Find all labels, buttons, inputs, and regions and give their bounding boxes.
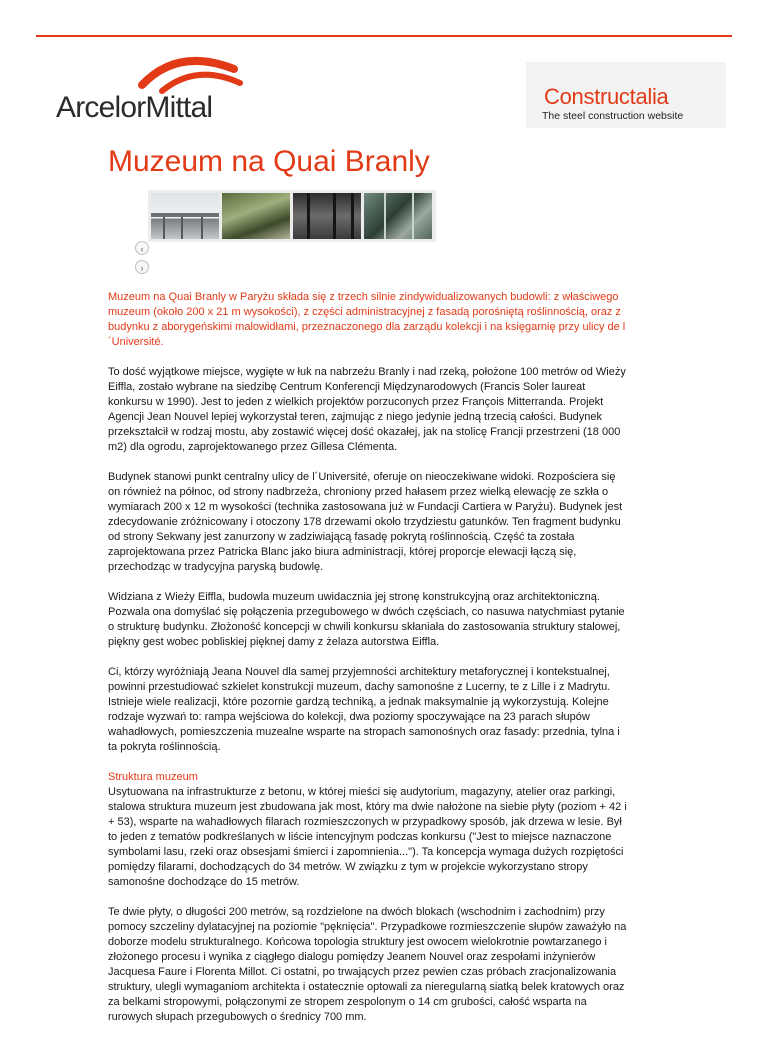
- body-paragraph: To dość wyjątkowe miejsce, wygięte w łuk na nabrzeżu Branly i nad rzeką, położone 100 metrów od Wieży Eiffla, zostało wybrane na siedzibę Centrum Konferencji Międzynarodowych (Francis Soler laureat konkursu w 1990). Jest to jeden z wielkich projektów porzuconych przez François Mitterranda. Projekt Agencji Jean Nouvel lepiej wykorzystał teren, zajmując z niego jedynie jedną trzecią całości. Budynek przekształcił w rodzaj mostu, aby zostawić więcej dość okazałej, jak na stolicę Francji przestrzeni (18 000 m2) dla ogrodu, zaprojektowanego przez Gillesa Clémenta.: [108, 366, 626, 453]
- gallery-prev-button[interactable]: [135, 241, 149, 255]
- chevron-left-icon: ‹: [140, 244, 144, 254]
- page-title: Muzeum na Quai Branly: [108, 145, 430, 178]
- section-heading: Struktura muzeum: [108, 771, 198, 783]
- body-paragraph: Usytuowana na infrastrukturze z betonu, w której mieści się audytorium, magazyny, atelier oraz parkingi, stalowa struktura muzeum jest zbudowana jak most, który ma dwie nałożone na siebie płyty (poziom + 42 i + 53), wsparte na wahadłowych filarach rozmieszczonych w przypadkowy sposób, jak drzewa w lesie. Był to jeden z tematów podkreślanych w liście intencyjnym podczas konkursu ("Jest to miejsce naznaczone symbolami lasu, rzeki oraz obsesjami śmierci i zapomnienia..."). Ta koncepcja wymaga dużych rozpiętości pomiędzy filarami, dochodzących do 34 metrów. W związku z tym w projekcie wykorzystano stropy samonośne dochodzące do 15 metrów.: [108, 786, 627, 888]
- constructalia-wordmark: Constructalia: [544, 84, 669, 109]
- arcelormittal-wordmark: ArcelorMittal: [56, 91, 213, 124]
- body-paragraph: Widziana z Wieży Eiffla, budowla muzeum uwidacznia jej stronę konstrukcyjną oraz architektoniczną. Pozwala ona domyślać się połączenia przegubowego w dwóch częściach, co nasuwa natychmiast pytanie o strukturę budynku. Złożoność koncepcji w chwili konkursu skłaniała do zastosowania struktury stalowej, piękny gest wobec pobliskiej pięknej damy z żelaza autorstwa Eiffla.: [108, 591, 625, 648]
- body-paragraph: Budynek stanowi punkt centralny ulicy de l´Université, oferuje on nieoczekiwane widoki. Rozpościera się on również na północ, od strony nadbrzeża, chroniony przed hałasem przez wielką elewację ze szkła o wymiarach 200 x 12 m wysokości (technika zastosowana już w Fundacji Cartiera w Paryżu). Budynek jest zdecydowanie zróżnicowany i otoczony 178 drzewami około trzydziestu gatunków. Ten fragment budynku od strony Sekwany jest zanurzony w zadziwiającą fasadę pokrytą roślinnością. Część ta została zaprojektowana przez Patricka Blanc jako biura administracji, której proporcje elewacji łączą się, przechodząc w tradycyjna paryską budowlę.: [108, 471, 623, 573]
- green-wall-photo[interactable]: [364, 193, 432, 239]
- lead-paragraph: Muzeum na Quai Branly w Paryżu składa się z trzech silnie zindywidualizowanych budowli: z właściwego muzeum (około 200 x 21 m wysokości), z części administracyjnej z fasadą porośniętą roślinnością, oraz z budynku z aborygeńskimi malowidłami, przeznaczonego dla zarządu kolekcji i na księgarnię przy ulicy de l´Université.: [108, 291, 626, 348]
- body-paragraph: Ci, którzy wyróżniają Jeana Nouvel dla samej przyjemności architektury metaforycznej i kontekstualnej, powinni przestudiować szkielet konstrukcji muzeum, dachy samonośne z Lucerny, te z Lille i z Madrytu. Istnieje wiele realizacji, które pozornie gardzą techniką, a jednak maksymalnie ją wykorzystują. Kolejne rodzaje wyzwań to: rampa wejściowa do kolekcji, dwa poziomy spoczywające na 23 parach słupów wahadłowych, pomieszczenia muzealne wsparte na stropach samonośnych oraz fasady: przednia, tylna i ta pokryta roślinnością.: [108, 666, 620, 753]
- chevron-right-icon: ›: [140, 263, 144, 273]
- constructalia-logo[interactable]: [526, 62, 726, 128]
- header-rule: [36, 35, 732, 37]
- article-body: [108, 290, 628, 1040]
- body-paragraph: Te dwie płyty, o długości 200 metrów, są rozdzielone na dwóch blokach (wschodnim i zachodnim) przy pomocy szczeliny dylatacyjnej na poziomie "pęknięcia". Przypadkowe rozmieszczenie słupów zaważyło na doborze modelu strukturalnego. Końcowa topologia struktury jest owocem wielokrotnie powtarzanego i złożonego procesu i wynika z ciągłego dialogu pomiędzy Jeanem Nouvel oraz zespołami inżynierów Jacquesa Faure i Florenta Millot. Ci ostatni, po trwających przez pewien czas próbach zracjonalizowania struktury, ulegli wymaganiom architekta i ostatecznie optowali za nieregularną siatką belek kratowych oraz za belkami stropowymi, połączonymi ze stropem zespolonym o 14 cm grubości, całość wsparta na rurowych słupach przegubowych o średnicy 700 mm.: [108, 906, 627, 1023]
- garden-photo[interactable]: [222, 193, 290, 239]
- gallery-next-button[interactable]: [135, 260, 149, 274]
- section-block: [108, 770, 628, 890]
- interior-photo[interactable]: [293, 193, 361, 239]
- constructalia-tagline: The steel construction website: [542, 110, 684, 122]
- image-gallery: [148, 190, 436, 242]
- arcelormittal-swoosh-icon: [138, 55, 246, 95]
- arcelormittal-logo[interactable]: [56, 55, 286, 125]
- museum-roof-photo[interactable]: [151, 193, 219, 239]
